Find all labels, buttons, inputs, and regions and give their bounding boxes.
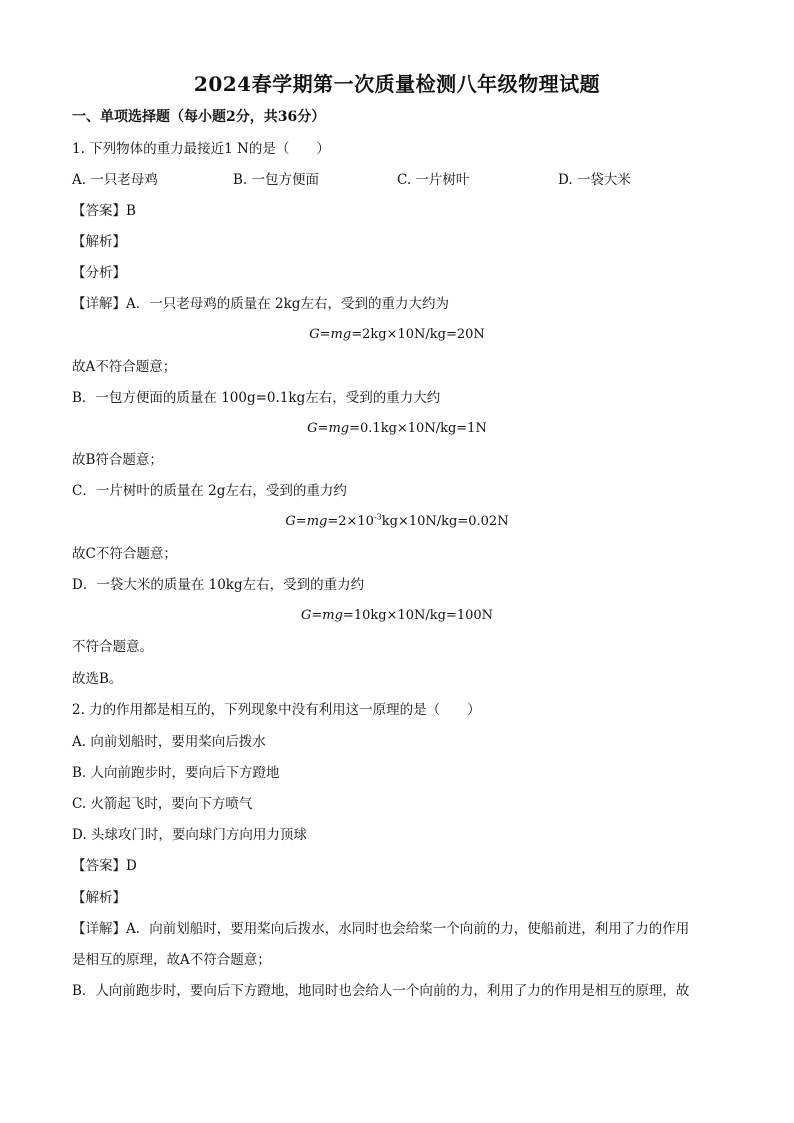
section-heading: 一、单项选择题（每小题2分，共36分） xyxy=(72,109,326,125)
q1-answer: 【答案】B xyxy=(72,203,136,219)
q1-conclusion-b: 故B符合题意； xyxy=(72,452,163,468)
q1-detail-c: C．一片树叶的质量在 2g左右，受到的重力约 xyxy=(72,483,347,499)
question-1-stem: 1. 下列物体的重力最接近1 N的是（ ） xyxy=(72,141,330,157)
q2-option-c: C. 火箭起飞时，要向下方喷气 xyxy=(72,796,253,812)
q2-option-b: B. 人向前跑步时，要向后下方蹬地 xyxy=(72,765,280,781)
q1-option-b: B. 一包方便面 xyxy=(233,172,320,188)
q2-answer: 【答案】D xyxy=(72,858,137,874)
q1-option-d: D. 一袋大米 xyxy=(558,172,631,188)
q1-equation-d: G=mg=10kg×10N/kg=100N xyxy=(300,608,494,623)
question-2-stem: 2. 力的作用都是相互的，下列现象中没有利用这一原理的是（ ） xyxy=(72,702,481,718)
q1-equation-b: G=mg=0.1kg×10N/kg=1N xyxy=(307,421,487,436)
q1-detail-b: B．一包方便面的质量在 100g=0.1kg左右，受到的重力大约 xyxy=(72,390,441,406)
q2-analysis-label: 【解析】 xyxy=(72,890,126,906)
q1-equation-c: $G=mg=2\times 10^{-3}kg\times 10N/kg=0.02N$ xyxy=(285,512,509,529)
q2-detail-a-line2: 是相互的原理，故A不符合题意； xyxy=(72,952,271,968)
page-title: 2024春学期第一次质量检测八年级物理试题 xyxy=(193,72,601,96)
q1-conclusion-d: 不符合题意。 xyxy=(72,639,153,655)
q1-option-a: A. 一只老母鸡 xyxy=(72,172,158,188)
q2-option-a: A. 向前划船时，要用桨向后拨水 xyxy=(72,734,266,750)
q1-detail-a: 【详解】A．一只老母鸡的质量在 2kg左右，受到的重力大约为 xyxy=(72,296,449,312)
q1-equation-a: G=mg=2kg×10N/kg=20N xyxy=(309,327,485,342)
q1-detail-d: D．一袋大米的质量在 10kg左右，受到的重力约 xyxy=(72,577,365,593)
q1-final: 故选B。 xyxy=(72,671,123,687)
q2-detail-b-line1: B．人向前跑步时，要向后下方蹬地，地同时也会给人一个向前的力，利用了力的作用是相互的原理，故 xyxy=(72,983,690,999)
q2-detail-a-line1: 【详解】A．向前划船时，要用桨向后拨水，水同时也会给桨一个向前的力，使船前进，利用了力的作用 xyxy=(72,921,690,937)
q1-conclusion-a: 故A不符合题意； xyxy=(72,359,177,375)
q1-analysis-label: 【解析】 xyxy=(72,234,126,250)
q1-option-c: C. 一片树叶 xyxy=(397,172,470,188)
q1-fenxi-label: 【分析】 xyxy=(72,265,126,281)
q1-conclusion-c: 故C不符合题意； xyxy=(72,546,177,562)
q2-option-d: D. 头球攻门时，要向球门方向用力顶球 xyxy=(72,827,307,843)
